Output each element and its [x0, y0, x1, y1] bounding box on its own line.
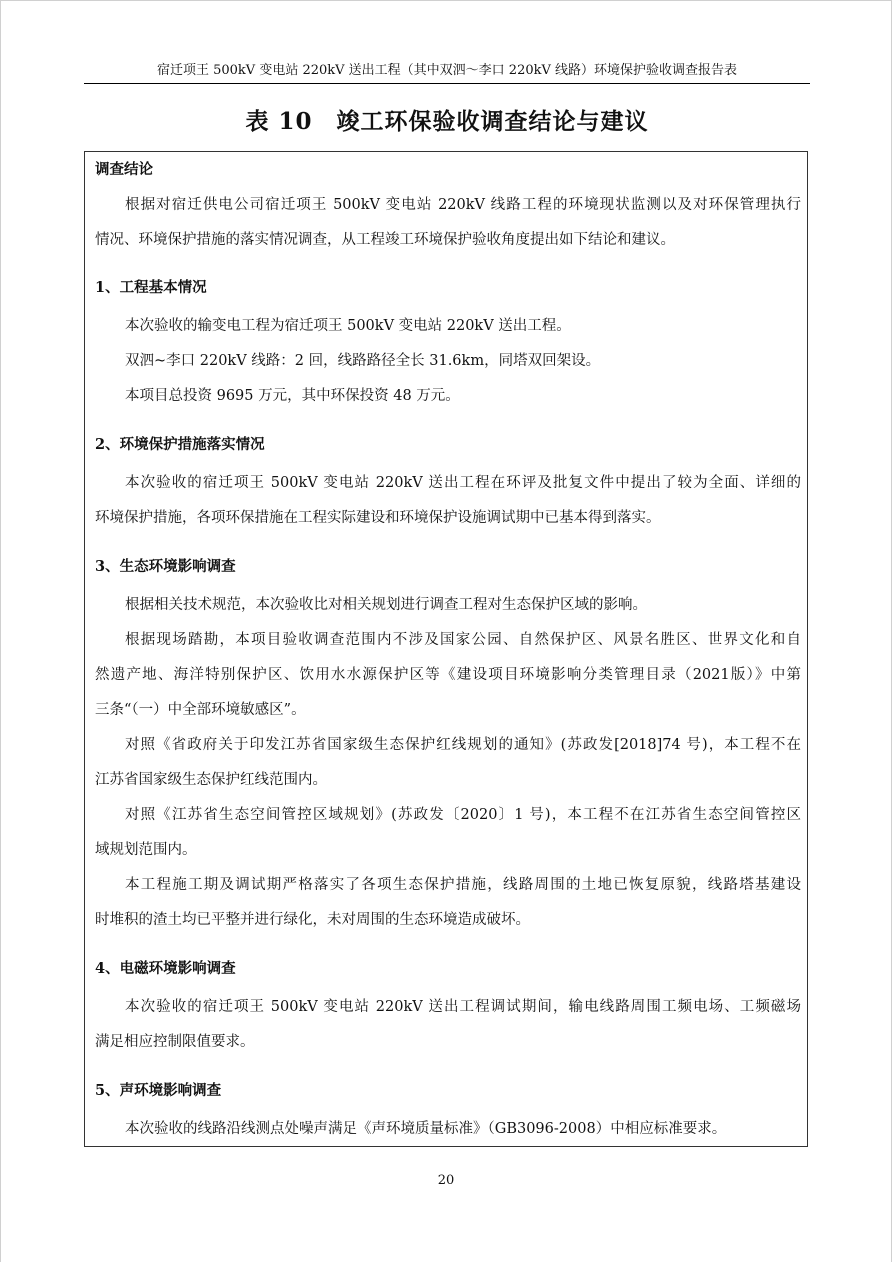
s2-line-1: 本次验收的宿迁项王 500kV 变电站 220kV 送出工程在环评及批复文件中提出了较为全面、详细的: [125, 475, 801, 491]
s3-paragraph-2-line-1: 根据现场踏勘，本项目验收调查范围内不涉及国家公园、自然保护区、风景名胜区、世界文化和自: [125, 632, 801, 648]
page-number: 20: [437, 1173, 455, 1188]
section-heading-4: 4、电磁环境影响调查: [95, 960, 236, 977]
section-heading-5: 5、声环境影响调查: [95, 1082, 222, 1099]
s3-paragraph-3-line-2: 江苏省国家级生态保护红线范围内。: [95, 772, 327, 788]
page-edge-top: [0, 0, 892, 1]
header-rule: [84, 83, 810, 84]
section-label: 调查结论: [95, 161, 153, 178]
s3-paragraph-3-line-1: 对照《省政府关于印发江苏省国家级生态保护红线规划的通知》(苏政发[2018]74 号)，本工程不在: [125, 737, 801, 753]
page-title: 表 10 竣工环保验收调查结论与建议: [245, 108, 649, 135]
s3-paragraph-2-line-2: 然遗产地、海洋特别保护区、饮用水水源保护区等《建设项目环境影响分类管理目录（2021版）》中第: [95, 667, 801, 683]
intro-line-1: 根据对宿迁供电公司宿迁项王 500kV 变电站 220kV 线路工程的环境现状监测以及对环保管理执行: [125, 197, 801, 213]
s5-paragraph-1: 本次验收的线路沿线测点处噪声满足《声环境质量标准》（GB3096-2008）中相应标准要求。: [125, 1121, 727, 1137]
section-heading-1: 1、工程基本情况: [95, 279, 207, 296]
section-heading-3: 3、生态环境影响调查: [95, 558, 236, 575]
s3-paragraph-1: 根据相关技术规范，本次验收比对相关规划进行调查工程对生态保护区域的影响。: [125, 597, 647, 613]
s2-line-2: 环境保护措施，各项环保措施在工程实际建设和环境保护设施调试期中已基本得到落实。: [95, 510, 661, 526]
s4-line-2: 满足相应控制限值要求。: [95, 1034, 255, 1050]
s1-paragraph-2: 双泗~李口 220kV 线路：2 回，线路路径全长 31.6km，同塔双回架设。: [125, 353, 601, 369]
s3-paragraph-4-line-2: 域规划范围内。: [95, 842, 197, 858]
running-header: 宿迁项王 500kV 变电站 220kV 送出工程（其中双泗～李口 220kV 线路）环境保护验收调查报告表: [156, 63, 738, 78]
conclusion-table-box: [84, 151, 808, 1147]
s1-paragraph-1: 本次验收的输变电工程为宿迁项王 500kV 变电站 220kV 送出工程。: [125, 318, 571, 334]
s1-paragraph-3: 本项目总投资 9695 万元，其中环保投资 48 万元。: [125, 388, 460, 404]
s3-paragraph-2-line-3: 三条“（一）中全部环境敏感区”。: [95, 702, 306, 718]
s3-paragraph-5-line-2: 时堆积的渣土均已平整并进行绿化，未对周围的生态环境造成破坏。: [95, 912, 530, 928]
page-edge-left: [0, 0, 1, 1262]
s3-paragraph-5-line-1: 本工程施工期及调试期严格落实了各项生态保护措施，线路周围的土地已恢复原貌，线路塔基建设: [125, 877, 801, 893]
intro-line-2: 情况、环境保护措施的落实情况调查，从工程竣工环境保护验收角度提出如下结论和建议。: [95, 232, 675, 248]
section-heading-2: 2、环境保护措施落实情况: [95, 436, 265, 453]
s4-line-1: 本次验收的宿迁项王 500kV 变电站 220kV 送出工程调试期间，输电线路周围工频电场、工频磁场: [125, 999, 801, 1015]
s3-paragraph-4-line-1: 对照《江苏省生态空间管控区域规划》(苏政发〔2020〕1 号)，本工程不在江苏省生态空间管控区: [125, 807, 801, 823]
